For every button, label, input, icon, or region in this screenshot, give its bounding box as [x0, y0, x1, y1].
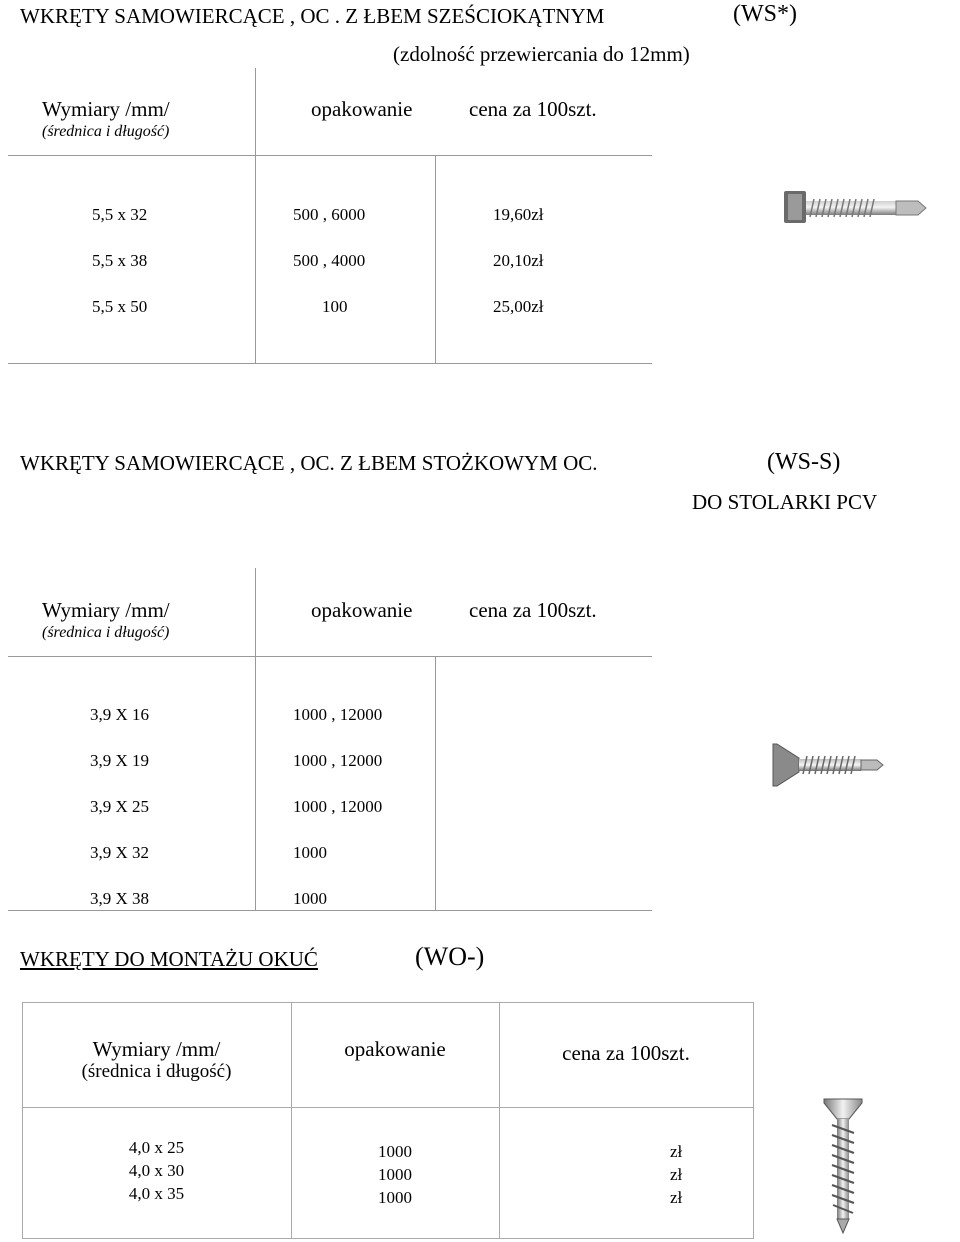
countersunk-self-drilling-screw-icon [765, 740, 890, 790]
table3-right-border [753, 1002, 754, 1239]
table2-price-header: cena za 100szt. [469, 598, 597, 622]
table1-row3-dim: 5,5 x 50 [92, 297, 148, 316]
table3-top-line [22, 1002, 753, 1003]
table2-row1-dim: 3,9 X 16 [90, 705, 150, 724]
table1-row2-price: 20,10zł [493, 251, 544, 270]
table2-row3-pack: 1000 , 12000 [293, 797, 383, 816]
table2-divider-1 [255, 568, 256, 911]
table3-row2-pack: 1000 [378, 1165, 412, 1184]
table3-row1-price: zł [670, 1142, 683, 1161]
section2-subtitle: DO STOLARKI PCV [692, 490, 878, 514]
table1-row3-price: 25,00zł [493, 297, 544, 316]
table1-divider-1 [255, 68, 256, 364]
table2-row2-pack: 1000 , 12000 [293, 751, 383, 770]
table1-price-header: cena za 100szt. [469, 97, 597, 121]
table2-dim-subheader: (średnica i długość) [42, 624, 170, 641]
table2-divider-2 [435, 656, 436, 911]
countersunk-wood-screw-icon [818, 1095, 868, 1235]
table1-row1-price: 19,60zł [493, 205, 544, 224]
section3-code: (WO-) [415, 942, 485, 971]
table3-row1-pack: 1000 [378, 1142, 412, 1161]
table3-price-header: cena za 100szt. [562, 1041, 690, 1065]
table3-row3-price: zł [670, 1188, 683, 1207]
table1-row1-pack: 500 , 6000 [293, 205, 366, 224]
table2-row2-dim: 3,9 X 19 [90, 751, 150, 770]
table3-divider-2 [499, 1002, 500, 1239]
section3-title: WKRĘTY DO MONTAŻU OKUĆ [20, 947, 318, 971]
hex-head-self-drilling-screw-icon [780, 185, 930, 230]
table1-row2-dim: 5,5 x 38 [92, 251, 148, 270]
table2-bottom-line [8, 910, 652, 911]
table1-dim-subheader: (średnica i długość) [42, 123, 170, 140]
table3-row2-dim: 4,0 x 30 [128, 1161, 185, 1180]
table2-row5-dim: 3,9 X 38 [90, 889, 150, 908]
table3-row3-dim: 4,0 x 35 [128, 1184, 185, 1203]
table3-header-line [22, 1107, 753, 1108]
table3-dim-header: Wymiary /mm/ [92, 1037, 221, 1061]
section2-code: (WS-S) [767, 449, 841, 475]
table2-row1-pack: 1000 , 12000 [293, 705, 383, 724]
table3-row3-pack: 1000 [378, 1188, 412, 1207]
table1-row2-pack: 500 , 4000 [293, 251, 366, 270]
table2-row3-dim: 3,9 X 25 [90, 797, 150, 816]
table1-pack-header: opakowanie [311, 97, 413, 121]
table2-row4-dim: 3,9 X 32 [90, 843, 150, 862]
table1-dim-header: Wymiary /mm/ [42, 97, 170, 121]
section2-title: WKRĘTY SAMOWIERCĄCE , OC. Z ŁBEM STOŻKOWYM OC. [20, 451, 598, 475]
section1-subtitle: (zdolność przewiercania do 12mm) [393, 42, 690, 66]
table3-pack-header: opakowanie [344, 1037, 446, 1061]
table2-row4-pack: 1000 [293, 843, 327, 862]
table3-row1-dim: 4,0 x 25 [128, 1138, 185, 1157]
table1-header-line [8, 155, 652, 156]
table1-row1-dim: 5,5 x 32 [92, 205, 148, 224]
table1-row3-pack: 100 [322, 297, 348, 316]
table1-divider-2 [435, 155, 436, 364]
table1-bottom-line [8, 363, 652, 364]
table3-row2-price: zł [670, 1165, 683, 1184]
table2-dim-header: Wymiary /mm/ [42, 598, 170, 622]
table3-dim-subheader: (średnica i długość) [81, 1061, 232, 1082]
section1-code: (WS*) [733, 1, 797, 27]
table2-pack-header: opakowanie [311, 598, 413, 622]
table3-bottom-line [22, 1238, 753, 1239]
table2-header-line [8, 656, 652, 657]
section1-title: WKRĘTY SAMOWIERCĄCE , OC . Z ŁBEM SZEŚCIOKĄTNYM [20, 4, 605, 28]
table2-row5-pack: 1000 [293, 889, 327, 908]
